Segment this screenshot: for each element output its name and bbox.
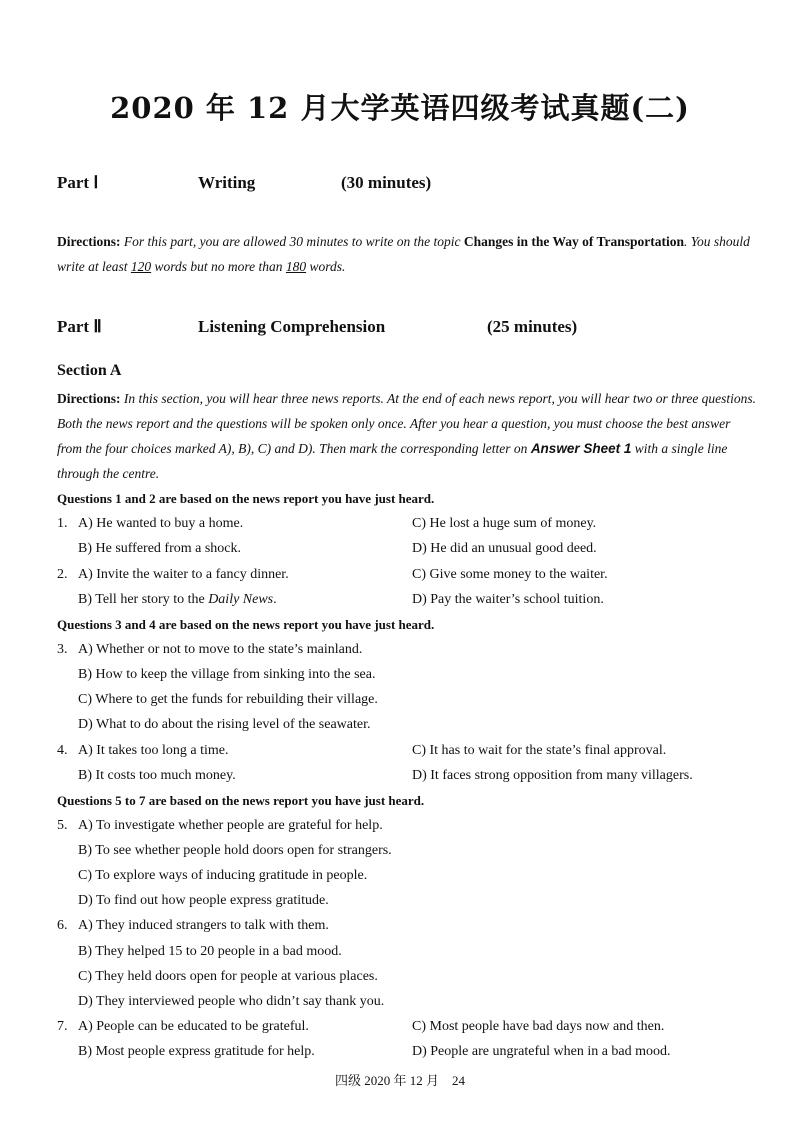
question-number: 4. xyxy=(57,743,68,758)
q5-option-d: D) To find out how people express gratitude. xyxy=(78,893,329,908)
answer-sheet-ref: Answer Sheet 1 xyxy=(530,441,632,456)
part1-name: Writing xyxy=(198,173,256,192)
q2-option-d: D) Pay the waiter’s school tuition. xyxy=(412,592,604,607)
writing-max-words: 180 xyxy=(285,259,307,274)
page-footer: 四级 2020 年 12 月 24 xyxy=(334,1073,465,1088)
question-number: 6. xyxy=(57,918,68,933)
q7-option-b: B) Most people express gratitude for help. xyxy=(78,1044,315,1059)
question-group-1: Questions 1 and 2 are based on the news report you have just heard. xyxy=(57,491,435,506)
q1-option-b: B) He suffered from a shock. xyxy=(78,541,242,556)
q1-option-d: D) He did an unusual good deed. xyxy=(412,541,597,556)
part1-time: (30 minutes) xyxy=(341,173,432,192)
q3-option-a: A) Whether or not to move to the state’s mainland. xyxy=(78,642,363,657)
q2-option-b xyxy=(78,592,277,608)
writing-topic: Changes in the Way of Transportation xyxy=(463,234,685,249)
q2-option-b-end: . xyxy=(273,592,277,607)
question-number: 5. xyxy=(57,818,68,833)
q2-option-b-text: B) Tell her story to the xyxy=(78,592,209,607)
q4-option-b: B) It costs too much money. xyxy=(78,768,236,783)
q5-option-b: B) To see whether people hold doors open for strangers. xyxy=(78,843,392,858)
section-a-heading: Section A xyxy=(57,362,122,379)
question-group-2: Questions 3 and 4 are based on the news report you have just heard. xyxy=(57,617,435,632)
q3-option-d: D) What to do about the rising level of the seawater. xyxy=(78,717,371,732)
q3-option-c: C) Where to get the funds for rebuilding their village. xyxy=(78,692,378,707)
writing-directions-text4: words. xyxy=(306,259,346,274)
q7-option-d: D) People are ungrateful when in a bad mood. xyxy=(412,1044,671,1059)
writing-directions xyxy=(57,229,757,279)
q4-option-c: C) It has to wait for the state’s final approval. xyxy=(412,743,667,758)
writing-directions-text2: . You should write at least xyxy=(57,234,750,274)
writing-directions-text3: words but no more than xyxy=(151,259,286,274)
q2-option-a: A) Invite the waiter to a fancy dinner. xyxy=(78,567,289,582)
part2-label: Part Ⅱ xyxy=(57,317,102,336)
question-number: 1. xyxy=(57,516,68,531)
part2-name: Listening Comprehension xyxy=(198,317,386,336)
q2-option-b-newspaper: Daily News xyxy=(208,592,274,607)
question-number: 7. xyxy=(57,1019,68,1034)
question-number: 2. xyxy=(57,567,68,582)
q4-option-a: A) It takes too long a time. xyxy=(78,743,229,758)
q6-option-a: A) They induced strangers to talk with them. xyxy=(78,918,329,933)
question-number: 3. xyxy=(57,642,68,657)
listening-directions xyxy=(57,386,757,486)
q7-option-c: C) Most people have bad days now and then. xyxy=(412,1019,665,1034)
writing-directions-text1: For this part, you are allowed 30 minutes to write on the topic xyxy=(120,234,464,249)
q4-option-d: D) It faces strong opposition from many villagers. xyxy=(412,768,693,783)
q1-option-c: C) He lost a huge sum of money. xyxy=(412,516,597,531)
q1-option-a: A) He wanted to buy a home. xyxy=(78,516,244,531)
part1-label: Part Ⅰ xyxy=(57,173,99,192)
q7-option-a: A) People can be educated to be grateful. xyxy=(78,1019,309,1034)
part2-time: (25 minutes) xyxy=(487,317,578,336)
q6-option-d: D) They interviewed people who didn’t say thank you. xyxy=(78,994,385,1009)
q5-option-c: C) To explore ways of inducing gratitude in people. xyxy=(78,868,368,883)
writing-min-words: 120 xyxy=(130,259,152,274)
listening-directions-text1: In this section, you will hear three news reports. At the end of each news report, you will hear two or three questions. Both the news report and the questions will be spoken only once. After you hear a question, you must choose the best answer from the four choices marked A), B), C) and D). Then mark the corresponding letter on xyxy=(57,391,757,456)
listening-directions-label: Directions: xyxy=(57,391,121,406)
question-group-3: Questions 5 to 7 are based on the news report you have just heard. xyxy=(57,793,425,808)
writing-directions-label: Directions: xyxy=(57,234,121,249)
q2-option-c: C) Give some money to the waiter. xyxy=(412,567,608,582)
q6-option-c: C) They held doors open for people at various places. xyxy=(78,969,378,984)
page-title: 2020 年 12 月大学英语四级考试真题(二) xyxy=(110,91,690,125)
q6-option-b: B) They helped 15 to 20 people in a bad mood. xyxy=(78,944,342,959)
q3-option-b: B) How to keep the village from sinking into the sea. xyxy=(78,667,376,682)
listening-directions-text2: with a single line through the centre. xyxy=(57,441,728,481)
q5-option-a: A) To investigate whether people are grateful for help. xyxy=(78,818,383,833)
